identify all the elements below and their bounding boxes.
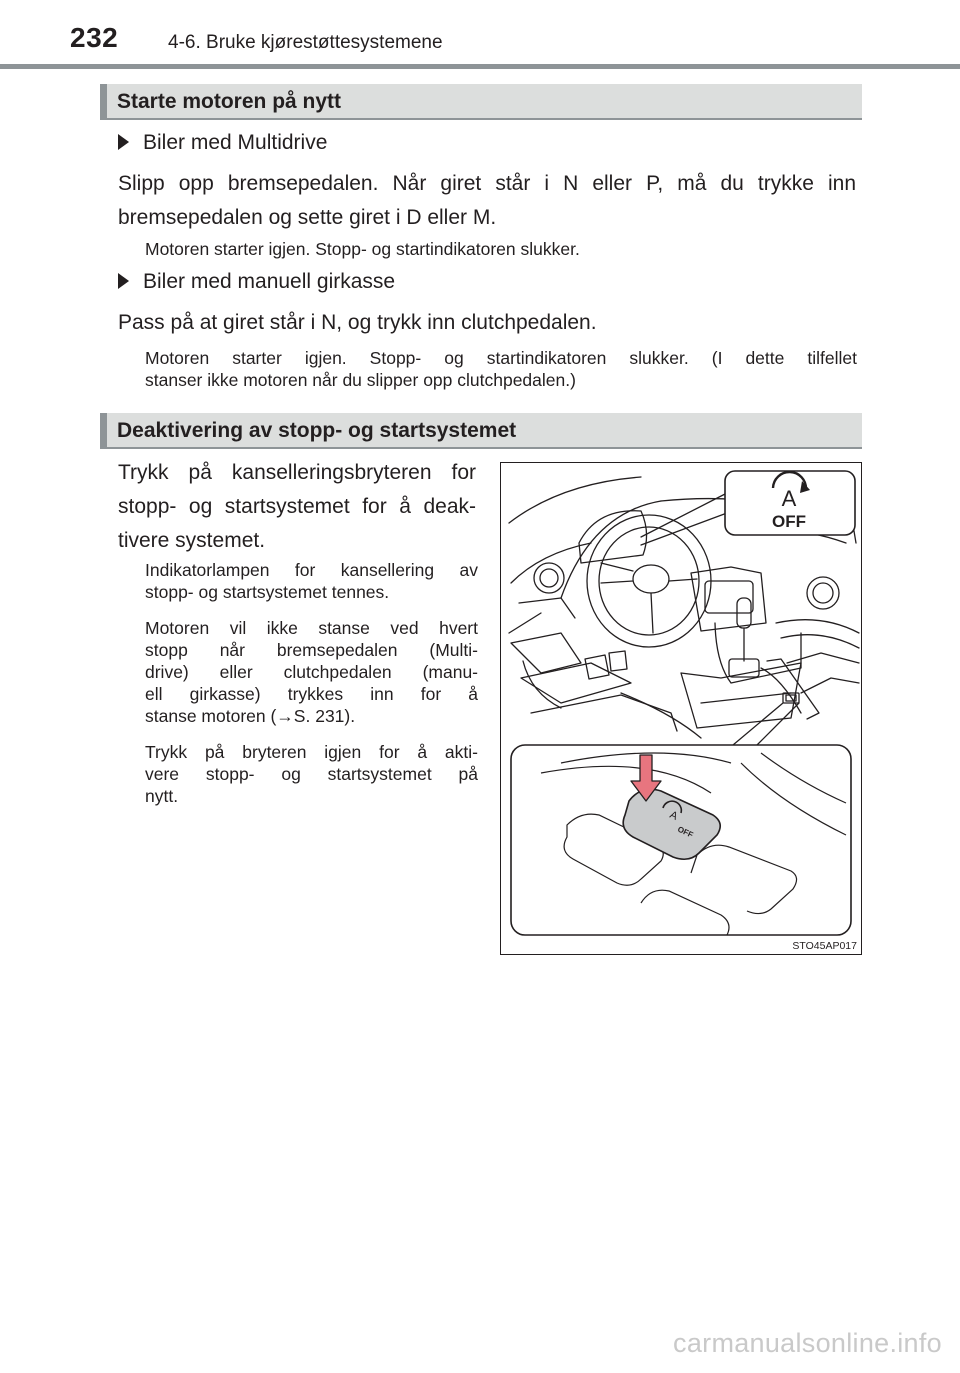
triangle-bullet-icon [118,134,129,150]
note-reactivate [145,741,478,807]
note-multidrive: Motoren starter igjen. Stopp- og startindikatoren slukker. [145,239,580,259]
chapter-title: 4-6. Bruke kjørestøttesystemene [168,32,443,53]
paragraph-line: Trykk på kanselleringsbryteren for [118,461,476,484]
note-line: Motoren vil ikke stanse ved hvert [145,618,478,638]
bullet-manual [118,270,395,294]
paragraph-manual: Pass på at giret står i N, og trykk inn clutchpedalen. [118,311,597,334]
watermark: carmanualsonline.info [673,1328,942,1358]
note-line: ell girkasse) trykkes inn for å [145,684,478,704]
bullet-label: Biler med manuell girkasse [143,270,396,293]
note-line: stopp- og startsystemet tennes. [145,582,390,602]
note-line: vere stopp- og startsystemet på [145,764,478,784]
bullet-label: Biler med Multidrive [143,131,328,154]
svg-text:OFF: OFF [676,824,695,840]
heading-bar [100,413,107,447]
triangle-bullet-icon [118,273,129,289]
figure-code: STO45AP017 [792,940,857,952]
section-heading-restart [100,84,862,120]
header-rule [0,64,960,69]
page-number: 232 [70,22,119,53]
section-heading-text: Deaktivering av stopp- og startsystemet [117,419,517,442]
note-line: Trykk på bryteren igjen for å akti- [145,742,478,762]
note-line: stopp når bremsepedalen (Multi- [145,640,478,660]
heading-bar [100,84,107,118]
note-line: stanse motoren (→S. 231). [145,706,356,726]
note-line: Indikatorlampen for kansellering av [145,560,478,580]
paragraph-multidrive [118,167,856,235]
bullet-multidrive [118,131,327,155]
paragraph-line: stopp- og startsystemet for å deak- [118,495,476,518]
cockpit-illustration [501,463,863,956]
svg-text:A: A [781,486,797,511]
note-engine-stop [145,617,478,727]
note-indicator [145,559,478,603]
paragraph-line: bremsepedalen og sette giret i D eller M. [118,206,497,229]
section-heading-deactivate [100,413,862,449]
figure-cockpit-illustration [500,462,862,955]
svg-text:A: A [667,808,680,823]
svg-text:OFF: OFF [772,512,806,531]
note-line: nytt. [145,786,179,806]
note-line: stanser ikke motoren når du slipper opp clutchpedalen.) [145,370,576,390]
paragraph-line: Slipp opp bremsepedalen. Når giret står i N eller P, må du trykke inn [118,172,856,195]
paragraph-line: tivere systemet. [118,529,266,552]
paragraph-deactivate [118,456,476,558]
note-line: drive) eller clutchpedalen (manu- [145,662,478,682]
section-heading-text: Starte motoren på nytt [117,90,342,113]
note-line: Motoren starter igjen. Stopp- og startindikatoren slukker. (I dette tilfellet [145,348,857,368]
note-manual [145,347,857,391]
